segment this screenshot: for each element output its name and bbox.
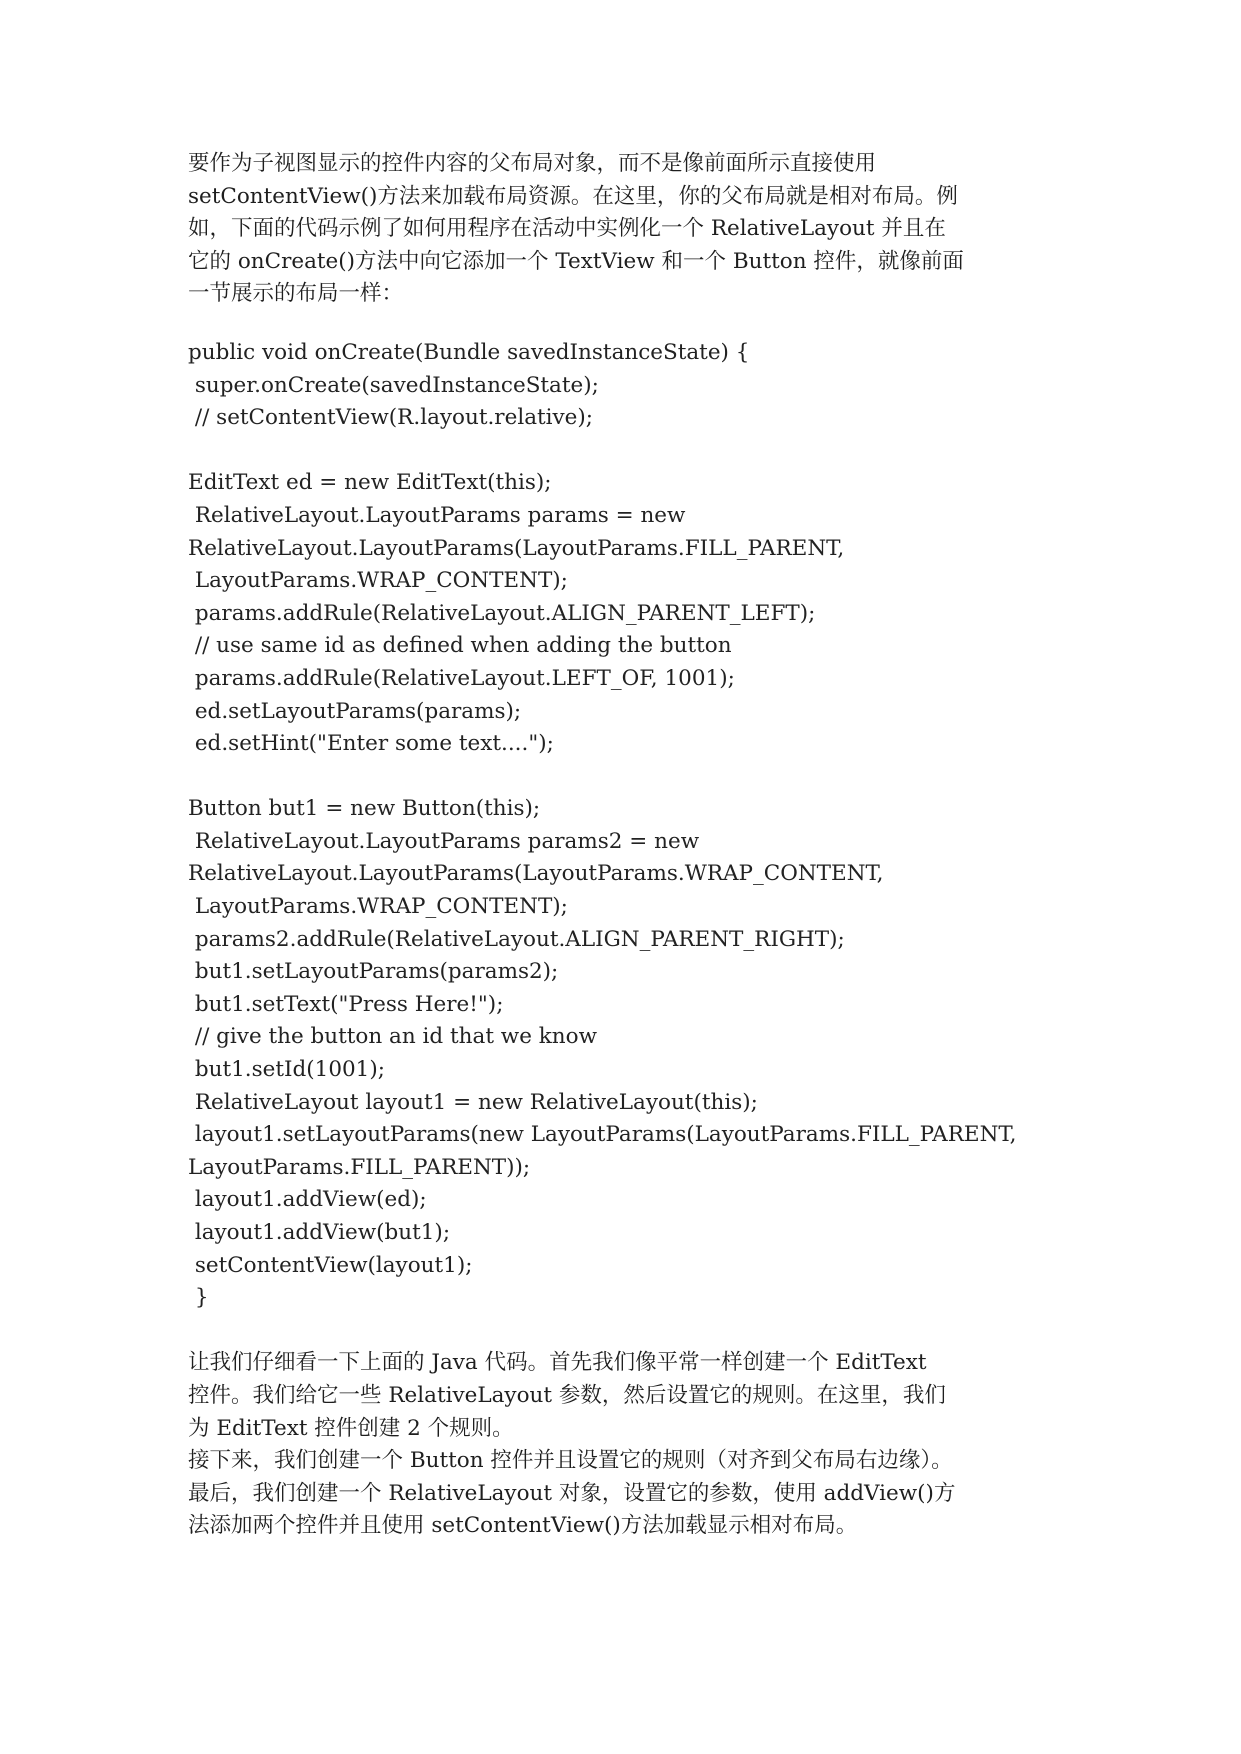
code-line: // give the button an id that we know: [188, 1024, 597, 1050]
code-line: ed.setHint("Enter some text....");: [188, 731, 554, 757]
code-line: RelativeLayout.LayoutParams(LayoutParams.WRAP_CONTENT,: [188, 861, 884, 887]
code-block-method-header: [188, 337, 1068, 435]
code-line: layout1.addView(but1);: [188, 1220, 451, 1245]
code-line: params.addRule(RelativeLayout.ALIGN_PARENT_LEFT);: [188, 600, 816, 626]
code-line: }: [188, 1285, 209, 1311]
code-line: params2.addRule(RelativeLayout.ALIGN_PARENT_RIGHT);: [188, 926, 845, 952]
code-line: RelativeLayout.LayoutParams params2 = new: [188, 828, 700, 854]
code-line: RelativeLayout.LayoutParams(LayoutParams.FILL_PARENT,: [188, 535, 845, 561]
code-line: but1.setText("Press Here!");: [188, 991, 504, 1017]
code-block-button: [188, 793, 1068, 1315]
code-line: LayoutParams.WRAP_CONTENT);: [188, 568, 568, 594]
outro-line: 接下来，我们创建一个 Button 控件并且设置它的规则（对齐到父布局右边缘）。: [188, 1448, 953, 1474]
outro-line: 让我们仔细看一下上面的 Java 代码。首先我们像平常一样创建一个 EditText: [188, 1350, 927, 1376]
outro-line: 控件。我们给它一些 RelativeLayout 参数，然后设置它的规则。在这里，我们: [188, 1382, 946, 1408]
spacer: [188, 761, 1068, 794]
spacer: [188, 435, 1068, 468]
code-line: but1.setLayoutParams(params2);: [188, 959, 559, 985]
spacer: [188, 311, 1068, 337]
code-line: EditText ed = new EditText(this);: [188, 470, 552, 496]
code-line: RelativeLayout layout1 = new RelativeLayout(this);: [188, 1089, 758, 1115]
code-line: LayoutParams.FILL_PARENT));: [188, 1154, 531, 1180]
code-block-edittext: [188, 467, 1068, 760]
outro-line: 为 EditText 控件创建 2 个规则。: [188, 1415, 514, 1441]
code-line: // use same id as defined when adding the button: [188, 633, 732, 659]
code-line: RelativeLayout.LayoutParams params = new: [188, 502, 686, 528]
outro-line: 法添加两个控件并且使用 setContentView()方法加载显示相对布局。: [188, 1513, 858, 1539]
outro-paragraph: [188, 1347, 1068, 1543]
intro-line: 要作为子视图显示的控件内容的父布局对象，而不是像前面所示直接使用: [188, 151, 877, 176]
code-line: params.addRule(RelativeLayout.LEFT_OF, 1001);: [188, 665, 735, 691]
intro-line: 它的 onCreate()方法中向它添加一个 TextView 和一个 Button 控件，就像前面: [188, 248, 964, 274]
code-line: LayoutParams.WRAP_CONTENT);: [188, 894, 568, 920]
code-line: super.onCreate(savedInstanceState);: [188, 372, 599, 398]
code-line: but1.setId(1001);: [188, 1057, 385, 1083]
intro-line: setContentView()方法来加载布局资源。在这里，你的父布局就是相对布局。例: [188, 183, 958, 209]
code-line: setContentView(layout1);: [188, 1252, 473, 1278]
code-line: // setContentView(R.layout.relative);: [188, 405, 594, 431]
intro-paragraph: [188, 148, 1068, 311]
code-line: public void onCreate(Bundle savedInstanceState) {: [188, 339, 750, 365]
intro-line: 如，下面的代码示例了如何用程序在活动中实例化一个 RelativeLayout 并且在: [188, 216, 946, 242]
code-line: layout1.setLayoutParams(new LayoutParams(LayoutParams.FILL_PARENT,: [188, 1122, 1017, 1148]
outro-line: 最后，我们创建一个 RelativeLayout 对象，设置它的参数，使用 addView()方: [188, 1480, 956, 1506]
code-line: layout1.addView(ed);: [188, 1187, 427, 1213]
code-line: ed.setLayoutParams(params);: [188, 698, 522, 724]
spacer: [188, 1315, 1068, 1348]
document-body: [188, 148, 1068, 1543]
code-line: Button but1 = new Button(this);: [188, 796, 541, 822]
intro-line: 一节展示的布局一样：: [188, 281, 404, 307]
